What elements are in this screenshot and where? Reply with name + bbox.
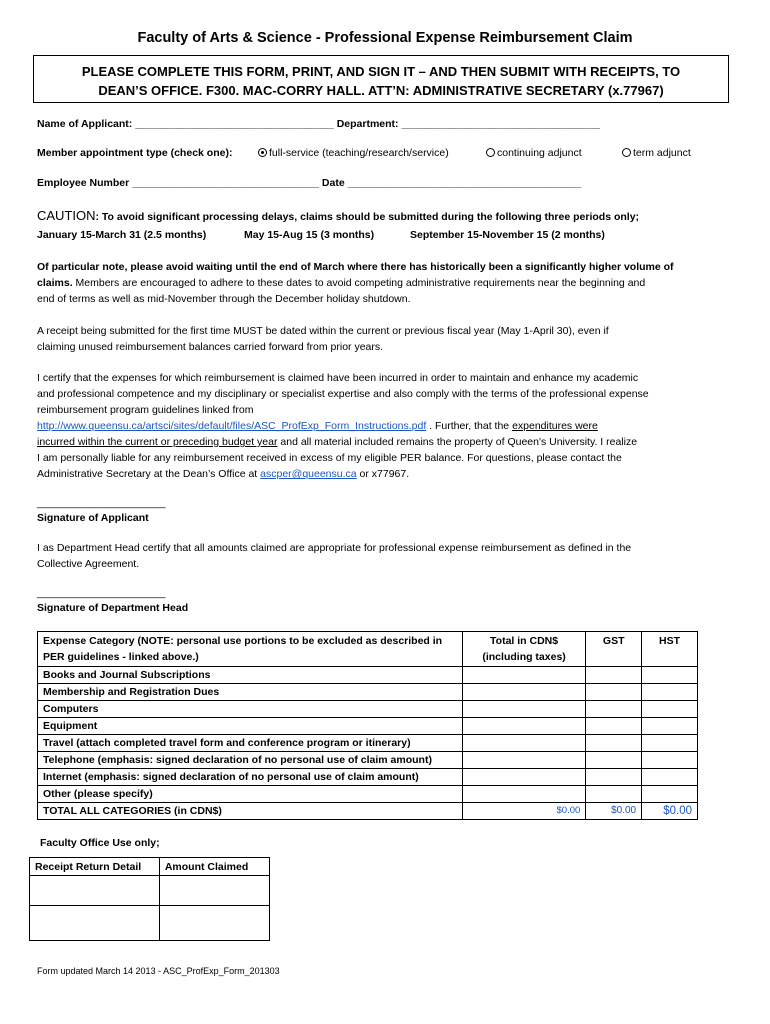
amount-claimed-cell[interactable] [159,906,269,941]
header-text: PER guidelines - linked above.) [43,651,199,663]
receipt-line-1: A receipt being submitted for the first time MUST be dated within the current or previous fiscal year (May 1-April 30), even if [37,325,609,337]
hst-amount[interactable]: $0.00 [642,803,698,820]
head-signature-line[interactable]: ______________________ [37,587,166,599]
appointment-option-continuing-adjunct[interactable] [486,147,582,159]
appointment-option-full-service[interactable] [258,147,449,159]
underlined-text: incurred within the current or preceding budget year [37,436,278,448]
total-row [38,803,698,820]
gst-cell[interactable] [586,752,642,769]
category-label: Other (please specify) [38,786,463,803]
note-paragraph [37,259,717,307]
name-field[interactable]: __________________________________ [135,118,334,130]
category-header [38,632,463,667]
hst-cell[interactable] [642,752,698,769]
certify-line-6: I am personally liable for any reimbursement received in excess of my eligible PER balance. For questions, please contact the [37,452,622,464]
department-field[interactable]: __________________________________ [401,118,600,130]
applicant-row [37,118,600,130]
option-label: continuing adjunct [497,147,582,159]
total-cell[interactable] [462,735,585,752]
hst-cell[interactable] [642,667,698,684]
hst-cell[interactable] [642,701,698,718]
date-field[interactable]: ________________________________________ [347,177,582,189]
header-text: (including taxes) [482,651,566,663]
receipt-return-header: Receipt Return Detail [30,858,160,876]
period-1: January 15-March 31 (2.5 months) [37,229,207,241]
office-header-row [30,858,270,876]
option-label: term adjunct [633,147,691,159]
hst-cell[interactable] [642,684,698,701]
category-label: Computers [38,701,463,718]
hst-cell[interactable] [642,769,698,786]
certify-paragraph [37,370,717,482]
caution-word: CAUTION [37,208,96,223]
date-label: Date [321,177,345,189]
certify-text: or x77967. [356,468,410,480]
instructions-banner [33,55,729,103]
expense-header-row [38,632,698,667]
note-rest: Members are encouraged to adhere to these dates to avoid competing administrative requirements near the beginning and [72,277,646,289]
radio-checked-icon[interactable] [258,148,267,157]
gst-cell[interactable] [586,701,642,718]
table-row [38,752,698,769]
certify-line-1: I certify that the expenses for which reimbursement is claimed have been incurred in order to maintain and enhance my academic [37,372,639,384]
department-label: Department: [336,118,399,130]
certify-line-4 [37,418,717,434]
applicant-signature-line[interactable]: ______________________ [37,497,166,509]
office-use-label: Faculty Office Use only; [40,837,160,849]
note-line-1: Of particular note, please avoid waiting until the end of March where there has historically been a significantly higher volume of [37,261,674,273]
total-header [462,632,585,667]
receipt-return-cell[interactable] [30,876,160,906]
total-cell[interactable] [462,701,585,718]
email-link[interactable]: ascper@queensu.ca [260,468,357,480]
gst-cell[interactable] [586,735,642,752]
banner-line-2: DEAN’S OFFICE. F300. MAC-CORRY HALL. ATT’N: ADMINISTRATIVE SECRETARY (x.77967) [98,83,664,98]
appointment-option-term-adjunct[interactable] [622,147,691,159]
receipt-paragraph [37,323,717,355]
head-line-2: Collective Agreement. [37,558,140,570]
hst-cell[interactable] [642,786,698,803]
employee-row [37,177,581,189]
table-row [38,786,698,803]
category-label: Equipment [38,718,463,735]
total-cell[interactable] [462,718,585,735]
amount-claimed-header: Amount Claimed [159,858,269,876]
hst-header: HST [642,632,698,667]
form-footer: Form updated March 14 2013 - ASC_ProfExp_Form_201303 [37,966,280,976]
gst-cell[interactable] [586,718,642,735]
name-label: Name of Applicant: [37,118,133,130]
hst-cell[interactable] [642,735,698,752]
guidelines-link[interactable]: http://www.queensu.ca/artsci/sites/default/files/ASC_ProfExp_Form_Instructions.pdf [37,420,427,432]
note-line-3: end of terms as well as mid-November through the December holiday shutdown. [37,293,411,305]
category-label: Internet (emphasis: signed declaration of no personal use of claim amount) [38,769,463,786]
total-cell[interactable] [462,752,585,769]
appointment-label: Member appointment type (check one): [37,147,233,159]
total-cell[interactable] [462,667,585,684]
total-amount[interactable]: $0.00 [462,803,585,820]
total-cell[interactable] [462,786,585,803]
certify-line-3: reimbursement program guidelines linked from [37,404,254,416]
hst-cell[interactable] [642,718,698,735]
certify-text: and all material included remains the property of Queen's University. I realize [277,436,638,448]
gst-cell[interactable] [586,769,642,786]
caution-line [37,208,639,223]
category-label: Travel (attach completed travel form and conference program or itinerary) [38,735,463,752]
table-row [30,876,270,906]
caution-text: : To avoid significant processing delays, claims should be submitted during the following three periods only; [95,211,640,223]
certify-line-2: and professional competence and my disciplinary or specialist expertise and also comply with the terms of the professional expense [37,388,649,400]
radio-unchecked-icon[interactable] [486,148,495,157]
gst-cell[interactable] [586,667,642,684]
banner-line-1: PLEASE COMPLETE THIS FORM, PRINT, AND SIGN IT – AND THEN SUBMIT WITH RECEIPTS, TO [81,64,681,79]
gst-cell[interactable] [586,684,642,701]
head-line-1: I as Department Head certify that all amounts claimed are appropriate for professional expense reimbursement as defined in the [37,542,632,554]
category-label: Books and Journal Subscriptions [38,667,463,684]
table-row [38,667,698,684]
certify-text: Administrative Secretary at the Dean’s Office at [37,468,261,480]
total-label: TOTAL ALL CATEGORIES (in CDN$) [38,803,463,820]
radio-unchecked-icon[interactable] [622,148,631,157]
certify-line-5 [37,434,717,450]
form-title: Faculty of Arts & Science - Professional Expense Reimbursement Claim [137,30,633,46]
header-text: Expense Category (NOTE: personal use portions to be excluded as described in [43,635,443,647]
receipt-line-2: claiming unused reimbursement balances carried forward from prior years. [37,341,384,353]
head-signature-label: Signature of Department Head [37,602,189,614]
certify-line-7 [37,466,717,482]
table-row [38,684,698,701]
note-bold: claims. [37,277,73,289]
category-label: Membership and Registration Dues [38,684,463,701]
office-table [29,857,270,941]
table-row [30,906,270,941]
underlined-text: expenditures were [512,420,598,432]
certify-text: . Further, that the [426,420,513,432]
gst-cell[interactable] [586,786,642,803]
period-2: May 15-Aug 15 (3 months) [244,229,375,241]
category-label: Telephone (emphasis: signed declaration of no personal use of claim amount) [38,752,463,769]
total-cell[interactable] [462,684,585,701]
total-cell[interactable] [462,769,585,786]
table-row [38,718,698,735]
amount-claimed-cell[interactable] [159,876,269,906]
employee-number-label: Employee Number [37,177,130,189]
table-row [38,701,698,718]
table-row [38,735,698,752]
header-text: Total in CDN$ [490,635,559,647]
gst-header: GST [586,632,642,667]
period-3: September 15-November 15 (2 months) [410,229,605,241]
table-row [38,769,698,786]
applicant-signature-label: Signature of Applicant [37,512,149,524]
employee-number-field[interactable]: ________________________________ [132,177,319,189]
option-label: full-service (teaching/research/service) [269,147,449,159]
note-line-2 [37,275,717,291]
gst-amount[interactable]: $0.00 [586,803,642,820]
expense-table [37,631,698,820]
head-paragraph [37,540,717,572]
receipt-return-cell[interactable] [30,906,160,941]
